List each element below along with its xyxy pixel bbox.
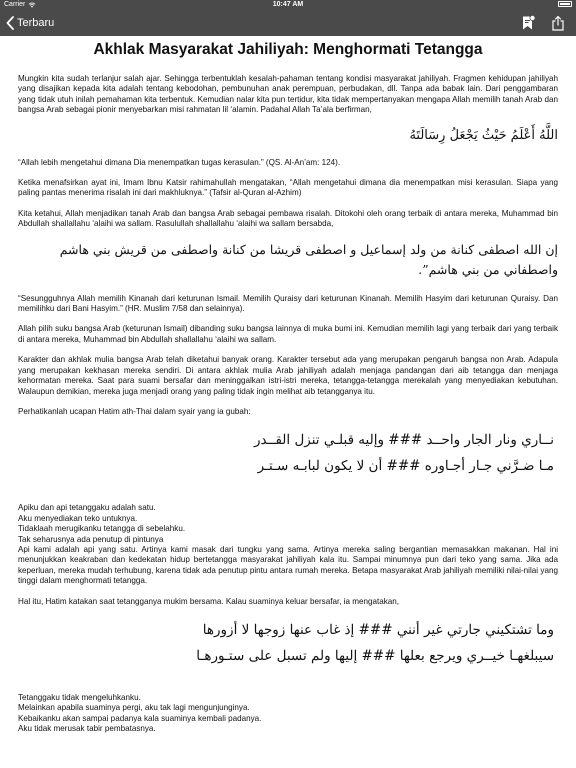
battery-icon — [558, 1, 572, 7]
paragraph-verse-translation: “Allah lebih mengetahui dimana Dia menempatkan tugas kerasulan.” (QS. Al-An’am: 124). — [18, 157, 341, 167]
bookmark-icon[interactable] — [520, 15, 536, 31]
translation-line: Aku tidak merusak tabir pembatasnya. — [18, 724, 156, 734]
paragraph-hatim-intro: Perhatikanlah ucapan Hatim ath-Thai dalam syair yang ia gubah: — [18, 406, 251, 416]
back-button[interactable] — [6, 16, 54, 30]
poem-translation-1 — [18, 503, 558, 586]
translation-line: Melainkan apabila suaminya pergi, aku tak lagi mengunjunginya. — [18, 703, 250, 713]
poem-line: وما تشتكيني جارتي غير أنني ### إذ غاب عنها زوجها لا أزورها — [202, 621, 554, 638]
status-bar — [0, 0, 576, 12]
carrier-label: Carrier — [4, 1, 26, 8]
poem-line: نــاري ونار الجار واحــد ### وإليه قبلـي تنزل القــدر — [253, 432, 554, 449]
translation-line: Aku menyediakan teko untuknya. — [18, 513, 138, 523]
paragraph-intro: Mungkin kita sudah terlanjur salah ajar. Sehingga terbentuklah kesalah-pahaman tentang kondisi masyarakat jahiliyah. Fragmen kehidupan jahiliyah yang disajikan kepada kita adalah tentang kebodohan, pembunuhan anak perempuan, perbudakan, dll. Tanpa ada babak lain. Dari penggambaran yang tidak utuh inilah pemahaman kita terbentuk. Kemudian nalar kita pun tertidur, kita tidak mempertanyakan mengapa Allah memilih tanah Arab dan bangsa Arab sebagai pionir menyebarkan misi rahmatan lil ‘alamin. Padahal Allah Ta’ala berfirman, — [18, 74, 558, 115]
translation-line: Tetanggaku tidak mengeluhkanku. — [18, 692, 141, 702]
paragraph-character: Karakter dan akhlak mulia bangsa Arab telah diketahui banyak orang. Karakter tersebut ada yang merupakan pengaruh bangsa non Arab. Adapula yang merupakan kekhasan mereka sendiri. Di antara akhlak mulia Arab jahiliyah adalah menjaga pandangan dari aib tetangga dan menjaga kehormatan mereka. Saat para suami bersafar dan meninggalkan istri-istri mereka, tetangga-tetangga merekalah yang menyediakan kebutuhan. Walaupun demikian, mereka juga menjadi orang yang paling tidak ingin melihat aib tetangganya itu. — [18, 355, 558, 396]
poem-hatim-2 — [18, 617, 558, 669]
poem-line: سيبلغهـا خيــري ويرجع بعلها ### إليها ولم تسبل على ستـورهـا — [196, 647, 554, 664]
translation-explanation: Api kami adalah api yang satu. Artinya kami masak dari tungku yang sama. Artinya mereka saling bergantian memasakkan makanan. Hal ini menunjukkan keakraban dan kedekatan hidup bertetangga masyarakat jahiliyah kala itu. Sampai minumnya pun dari teko yang sama. Jika ada keperluan, mereka mudah terhubung, karena tidak ada penutup pintu antara rumah mereka. Betapa masyarakat Arab jahiliyah memiliki nilai-nilai yang tinggi dalam menghormati tetangga. — [18, 544, 558, 586]
translation-line: Apiku dan api tetanggaku adalah satu. — [18, 503, 156, 513]
paragraph-hadith-translation: “Sesungguhnya Allah memilih Kinanah dari keturunan Ismail. Memilih Quraisy dari keturunan Kinanah. Memilih Hasyim dari keturunan Quraisy. Dan memilihku dari Bani Hasyim.” (HR. Muslim 7/58 dan selainnya). — [18, 293, 558, 314]
nav-actions — [520, 15, 566, 31]
chevron-left-icon — [6, 16, 14, 30]
clock: 10:47 AM — [272, 1, 304, 8]
article-content — [18, 40, 558, 745]
article-title: Akhlak Masyarakat Jahiliyah: Menghormati Tetangga — [93, 41, 483, 58]
navigation-bar — [0, 12, 576, 36]
paragraph-hadith-intro: Kita ketahui, Allah menjadikan tanah Arab dan bangsa Arab sebagai pembawa risalah. Ditokohi oleh orang terbaik di antara mereka, Muhammad bin Abdullah shallallahu ‘alaihi wa sallam. Rasulullah shallallahu ‘alaihi wa sallam bersabda, — [18, 208, 558, 229]
translation-line: Tak seharusnya ada penutup di pintunya — [18, 534, 164, 544]
arabic-verse: اللَّهُ أَعْلَمُ حَيْثُ يَجْعَلُ رِسَالَتَهُ — [409, 127, 558, 143]
paragraph-arab-chosen: Allah pilih suku bangsa Arab (keturunan Ismail) dibanding suku bangsa lainnya di muka bumi ini. Kemudian memilih lagi yang terbaik dari yang terbaik di antara mereka, Muhammad bin Abdullah shallallahu ‘alaihi wa sallam. — [18, 324, 558, 344]
translation-line: Tidaklaah merugikanku tetangga di sebelahku. — [18, 524, 186, 534]
paragraph-hatim-safar: Hal itu, Hatim katakan saat tetangganya mukim bersama. Kalau suaminya keluar bersafar, ia mengatakan, — [18, 596, 400, 606]
paragraph-tafsir: Ketika menafsirkan ayat ini, Imam Ibnu Katsir rahimahullah mengatakan, “Allah mengetahui dimana dia menempatkan misi kerasulan. Siapa yang paling pantas menerima risalah ini dari makhluknya.” (Tafsir al-Quran al-Azhim) — [18, 178, 558, 198]
share-icon[interactable] — [550, 15, 566, 31]
arabic-hadith: إن الله اصطفى كنانة من ولد إسماعيل و اصطفى قريشا من كنانة واصطفى من قريش بني هاشم واصطفاني من بني هاشم”. — [59, 241, 558, 277]
poem-translation-2 — [18, 693, 558, 735]
translation-line: Kebaikanku akan sampai padanya kala suaminya kembali padanya. — [18, 713, 262, 723]
back-button-label: Terbaru — [17, 17, 55, 29]
poem-line: مـا ضـرَّني جـار أجـاوره ### أن لا يكون لبابـه سـتـر — [257, 458, 554, 475]
poem-hatim-1 — [18, 427, 558, 479]
battery-indicator — [558, 1, 572, 7]
